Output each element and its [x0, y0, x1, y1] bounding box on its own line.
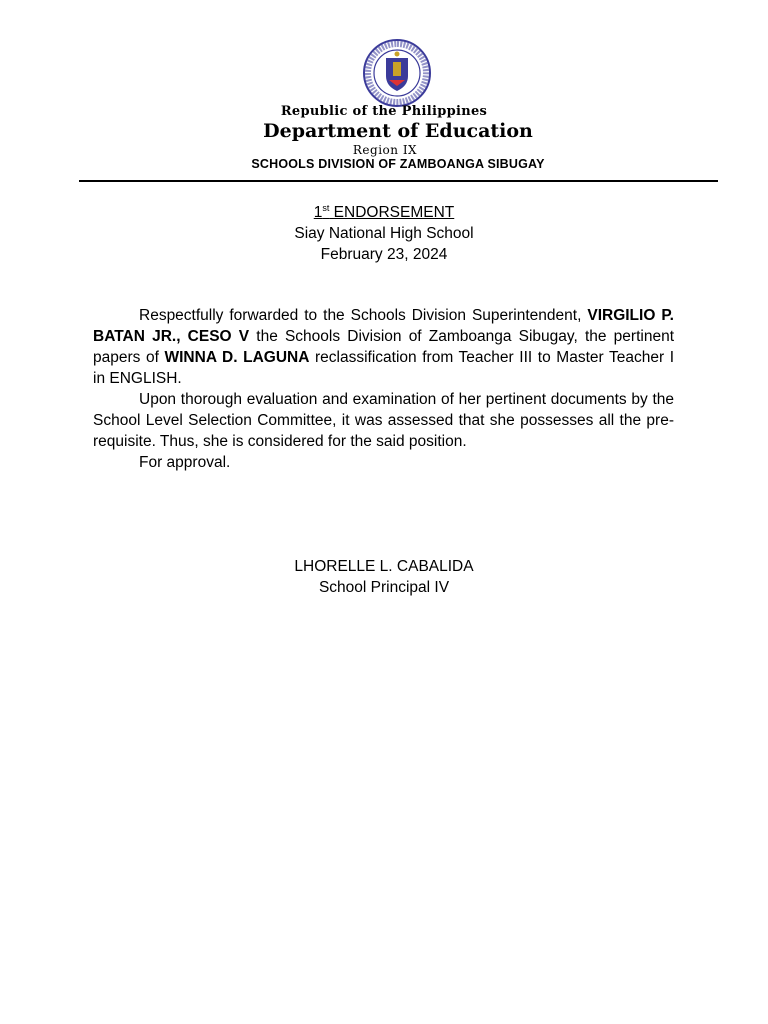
school-name: Siay National High School [294, 225, 474, 242]
endorsement-number: 1 [313, 204, 323, 221]
body-paragraph-3: For approval. [139, 454, 231, 471]
endorsement-title [0, 202, 768, 223]
teacher-name: WINNA D. LAGUNA [164, 349, 310, 366]
department-heading: Department of Education [263, 120, 533, 142]
endorsement-body [93, 305, 674, 473]
republic-heading: Republic of the Philippines [280, 104, 488, 119]
endorsement-date: February 23, 2024 [320, 246, 448, 263]
body-paragraph-2: Upon thorough evaluation and examination of her pertinent documents by the School Level Selection Committee, it was assessed that she possesses all the pre-requisite. Thus, she is considered for the said position. [93, 391, 674, 450]
superintendent-name: VIRGILIO P. BATAN JR., CESO V [93, 307, 674, 345]
signatory-name: LHORELLE L. CABALIDA [294, 558, 474, 575]
endorsement-ordinal: st [322, 202, 330, 213]
deped-seal-logo [362, 38, 432, 108]
region-heading: Region IX [352, 143, 418, 157]
letterhead-divider [79, 180, 718, 182]
endorsement-heading [0, 202, 768, 265]
signature-block [0, 556, 768, 598]
division-heading: SCHOOLS DIVISION OF ZAMBOANGA SIBUGAY [251, 157, 545, 171]
endorsement-title-text: ENDORSEMENT [329, 204, 455, 221]
signatory-position: School Principal IV [318, 579, 450, 596]
body-paragraph-1: Respectfully forwarded to the Schools Division Superintendent, VIRGILIO P. BATAN JR., CESO V the Schools Division of Zamboanga Sibugay, the pertinent papers of WINNA D. LAGUNA reclassification from Teacher III to Master Teacher I in ENGLISH. [93, 307, 675, 387]
